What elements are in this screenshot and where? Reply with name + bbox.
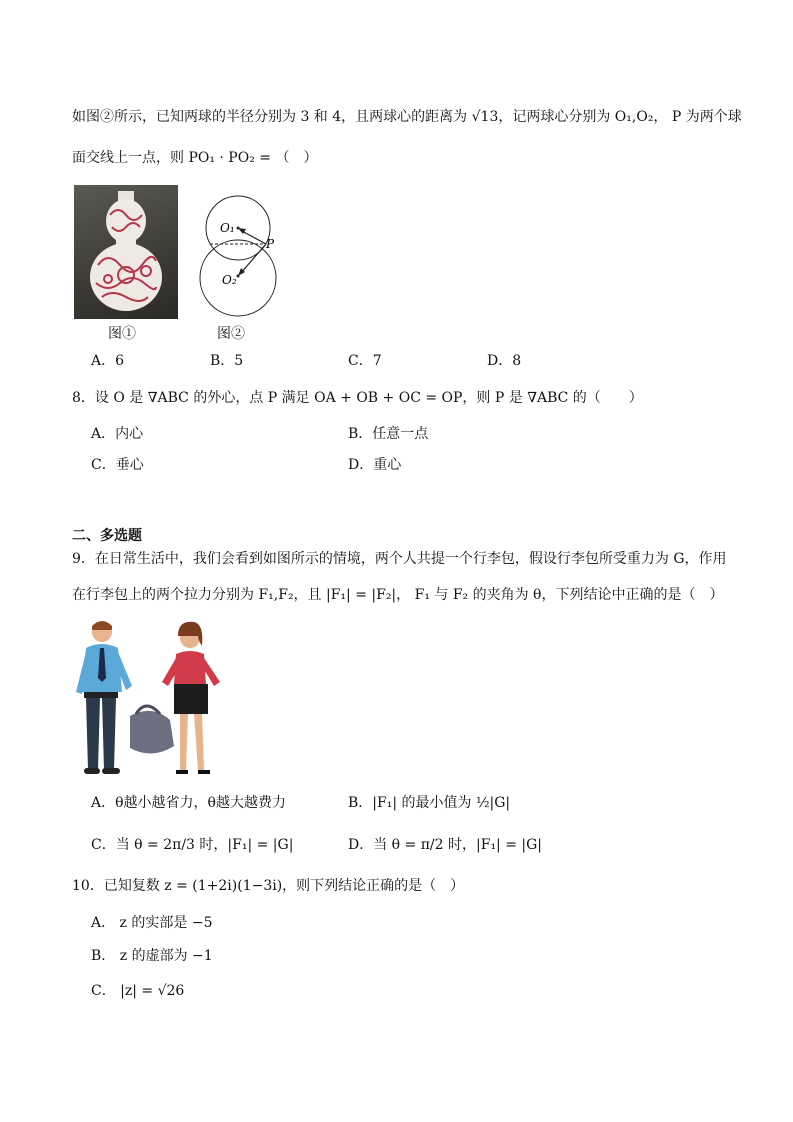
q10-option-c: C． |z| = √26 <box>91 983 185 999</box>
q7-stem-line2: 面交线上一点，则 PO₁ · PO₂ = （ ） <box>72 150 318 166</box>
q10-option-b: B． z 的虚部为 −1 <box>91 948 213 964</box>
q8-option-a: A．内心 <box>91 426 144 442</box>
q7-option-b: B．5 <box>210 353 244 369</box>
q7-option-c: C．7 <box>348 353 382 369</box>
q9-option-c: C．当 θ = 2π/3 时，|F₁| = |G| <box>91 837 294 853</box>
q10-option-a: A． z 的实部是 −5 <box>91 915 213 931</box>
q9-stem-line1: 9．在日常生活中，我们会看到如图所示的情境，两个人共提一个行李包，假设行李包所受重力为 G，作用 <box>72 551 727 567</box>
q9-option-d: D．当 θ = π/2 时，|F₁| = |G| <box>348 837 543 853</box>
q8-stem: 8．设 O 是 ∇ABC 的外心，点 P 满足 OA + OB + OC = OP，则 P 是 ∇ABC 的（ ） <box>72 390 643 406</box>
q9-option-b: B．|F₁| 的最小值为 ½|G| <box>348 795 511 811</box>
o1-label: O₁ <box>220 221 235 235</box>
spheres-diagram <box>190 190 290 320</box>
q8-option-c: C．垂心 <box>91 457 144 473</box>
p-label: P <box>266 237 275 251</box>
vase-photo <box>74 185 178 319</box>
fig2-caption: 图② <box>217 326 245 342</box>
q10-stem: 10．已知复数 z = (1+2i)(1−3i)，则下列结论正确的是（ ） <box>72 878 465 894</box>
people-carrying-bag-illustration <box>72 618 232 778</box>
fig1-caption: 图① <box>108 326 136 342</box>
q8-option-d: D．重心 <box>348 457 402 473</box>
section-title: 二、多选题 <box>72 528 142 544</box>
q7-option-a: A．6 <box>91 353 125 369</box>
q7-option-d: D．8 <box>487 353 522 369</box>
q8-option-b: B．任意一点 <box>348 426 429 442</box>
q9-option-a: A．θ越小越省力，θ越大越费力 <box>91 795 286 811</box>
q9-stem-line2: 在行李包上的两个拉力分别为 F₁,F₂，且 |F₁| = |F₂|， F₁ 与 F₂ 的夹角为 θ，下列结论中正确的是（ ） <box>72 587 724 603</box>
o2-label: O₂ <box>222 273 237 287</box>
q7-stem-line1: 如图②所示，已知两球的半径分别为 3 和 4，且两球心的距离为 √13，记两球心分别为 O₁,O₂， P 为两个球 <box>72 109 742 125</box>
